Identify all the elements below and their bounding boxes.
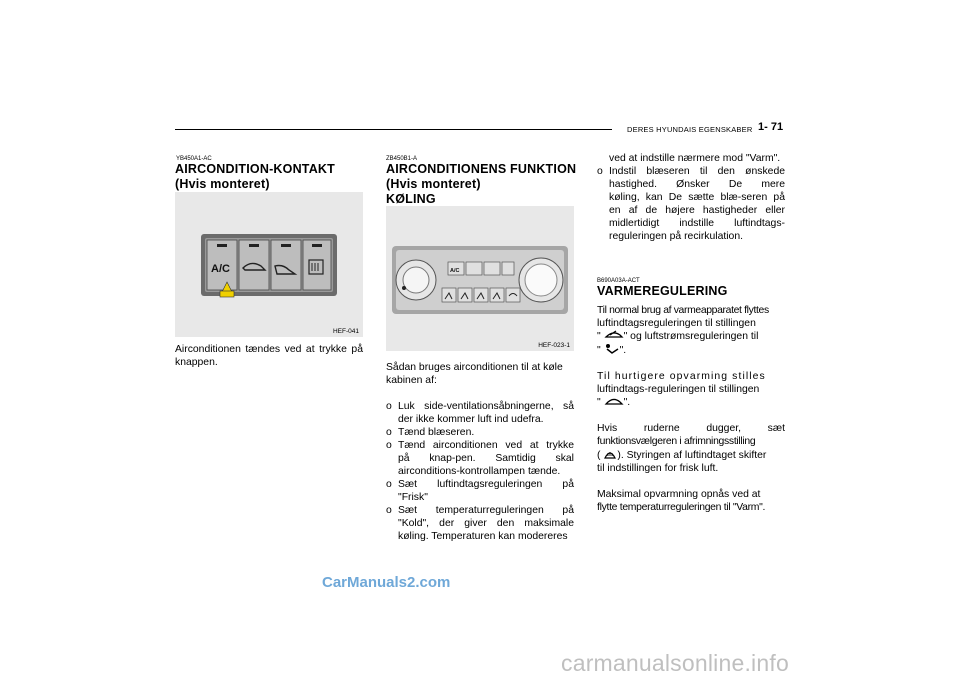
col1-code: YB450A1-AC — [176, 156, 212, 162]
col1-paragraph: Airconditionen tændes ved at trykke på knappen. — [175, 344, 363, 368]
heat-p3-l2: funktionsvælgeren i afrimningsstilling — [597, 436, 756, 447]
col3-bullet-line: en af de højere hastigheder eller — [609, 205, 785, 216]
col2-text — [386, 361, 574, 543]
col1-title — [175, 162, 335, 192]
bullet-marker: o — [386, 505, 392, 516]
col2-bullet-line: der ikke kommer luft ind udefra. — [398, 414, 544, 425]
col2-bullet-item — [386, 478, 574, 504]
col2-bullet-item — [386, 504, 574, 543]
heat-p1 — [597, 304, 785, 357]
heat-p4-l2: flytte temperaturreguleringen til "Varm". — [597, 502, 766, 513]
bullet-marker: o — [386, 479, 392, 490]
fig-label-hef041: HEF-041 — [332, 328, 359, 335]
col2-title — [386, 162, 576, 207]
col2-code: ZB450B1-A — [386, 156, 418, 162]
col2-bullet-line: køling. Temperaturen kan modereres — [398, 531, 568, 542]
col3-bullet-line: reguleringen på recirkulation. — [609, 231, 744, 242]
col3-text — [597, 304, 785, 514]
ac-switch-illustration — [175, 192, 363, 337]
fresh-air-icon — [604, 330, 624, 341]
col2-bullet-list — [386, 400, 574, 543]
col2-title-line3: KØLING — [386, 192, 436, 206]
heat-p2-l3a: " — [597, 397, 601, 408]
bullet-marker: o — [386, 427, 392, 438]
col2-bullet-line: "Kold", der giver den maksimale — [398, 518, 574, 529]
floor-vent-icon — [604, 343, 620, 355]
col1-title-line1: AIRCONDITION-KONTAKT — [175, 162, 335, 176]
col3-title: VARMEREGULERING — [597, 284, 728, 298]
heat-p1-l1: Til normal brug af varmeapparatet flyttes — [597, 305, 769, 316]
col2-bullet-line: på knap-pen. Samtidig skal — [398, 453, 574, 464]
header-rule — [175, 129, 612, 130]
heat-p1-l2: luftindtagsreguleringen til stillingen — [597, 318, 756, 329]
heat-p1-l4b: ". — [619, 345, 627, 356]
ac-button-label: A/C — [211, 263, 230, 275]
col3-bullet-line: hastighed. Ønsker De mere — [609, 179, 785, 190]
col2-bullet-line: Tænd blæseren. — [398, 427, 475, 438]
col2-bullet-line: airconditions-kontrollampen tænde. — [398, 466, 561, 477]
bullet-marker: o — [597, 166, 603, 177]
heat-p2-l2: luftindtags-reguleringen til stillingen — [597, 384, 760, 395]
climate-panel-figure — [386, 206, 574, 351]
panel-ac-label: A/C — [450, 268, 460, 274]
col2-bullet-line: "Frisk" — [398, 492, 428, 503]
col3-bullet — [597, 165, 785, 243]
col3-code: B690A03A-ACT — [597, 278, 640, 284]
heat-p3-l3a: ( — [597, 450, 601, 461]
watermark-carmanuals2[interactable]: CarManuals2.com — [322, 574, 451, 591]
col3-top-text — [597, 152, 785, 243]
bullet-marker: o — [386, 401, 392, 412]
fig-label-hef023: HEF-023-1 — [538, 342, 570, 349]
heat-p3-l4: til indstillingen for frisk luft. — [597, 463, 719, 474]
heat-p2-l1: Til hurtigere opvarming stilles — [597, 371, 766, 382]
section-title: DERES HYUNDAIS EGENSKABER — [627, 125, 753, 134]
climate-panel-illustration — [386, 206, 574, 351]
col2-bullet-line: Sæt luftindtagsreguleringen på — [398, 479, 574, 490]
heat-p2 — [597, 370, 785, 409]
heat-p3-l1: Hvis ruderne dugger, sæt — [597, 423, 785, 434]
heat-p1-l3b: " og luftstrømsreguleringen til — [623, 331, 759, 342]
bullet-marker: o — [386, 440, 392, 451]
col2-title-line1: AIRCONDITIONENS FUNKTION — [386, 162, 577, 176]
col3-bullet-line: Indstil blæseren til den ønskede — [609, 166, 785, 177]
col3-bullet-line: midlertidigt indstille luftindtags- — [609, 218, 785, 229]
col2-bullet-item — [386, 400, 574, 426]
col2-bullet-item — [386, 426, 574, 439]
heat-p1-l3a: " — [597, 331, 601, 342]
ac-switch-figure — [175, 192, 363, 337]
heat-p1-l4a: " — [597, 345, 601, 356]
heat-p3 — [597, 422, 785, 475]
recirculation-icon — [604, 396, 624, 407]
watermark-carmanualsonline[interactable]: carmanualsonline.info — [561, 650, 789, 676]
heat-p4-l1: Maksimal opvarmning opnås ved at — [597, 489, 761, 500]
col2-intro: Sådan bruges airconditionen til at køle kabinen af: — [386, 362, 563, 386]
col3-continuation: ved at indstille nærmere mod "Varm". — [609, 153, 781, 164]
col2-bullet-item — [386, 439, 574, 478]
col3-bullet-line: køling, kan De sætte blæ-seren på — [609, 192, 785, 203]
page-number: 1- 71 — [758, 121, 784, 133]
col2-bullet-line: Tænd airconditionen ved at trykke — [398, 440, 574, 451]
col1-title-line2: (Hvis monteret) — [175, 177, 270, 191]
col2-title-line2: (Hvis monteret) — [386, 177, 481, 191]
defrost-icon — [603, 448, 617, 460]
heat-p4 — [597, 488, 785, 514]
heat-p2-l3b: ". — [623, 397, 631, 408]
col1-text — [175, 343, 363, 369]
col2-bullet-line: Luk side-ventilationsåbningerne, så — [398, 401, 574, 412]
col2-bullet-line: Sæt temperaturreguleringen på — [398, 505, 574, 516]
heat-p3-l3b: ). Styringen af luftindtaget skifter — [617, 450, 767, 461]
